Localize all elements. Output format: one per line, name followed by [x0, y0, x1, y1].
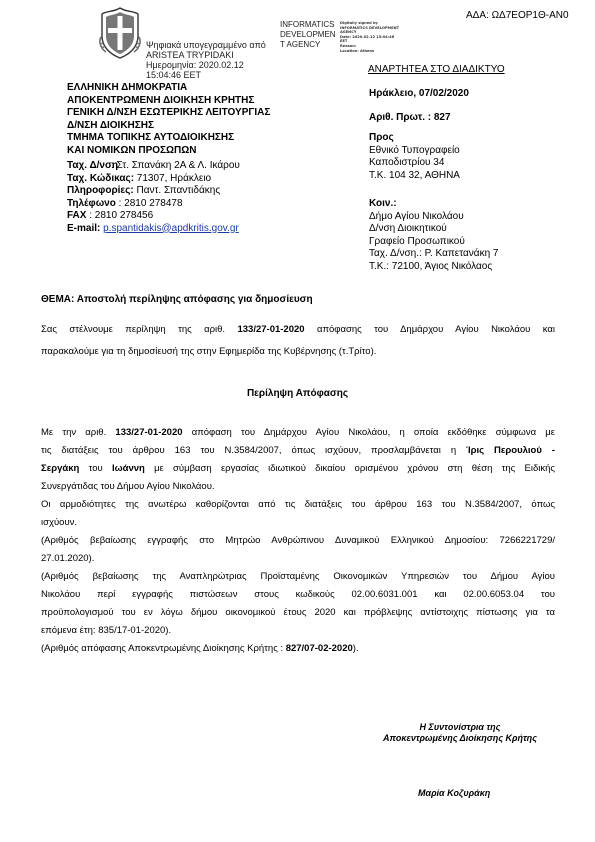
email-link[interactable]: p.spantidakis@apdkritis.gov.gr [103, 222, 239, 234]
contact-fax: FAX : 2810 278456 [67, 210, 154, 221]
place-date: Ηράκλειο, 07/02/2020 [369, 88, 469, 99]
signature-date: Ημερομηνία: 2020.02.12 [146, 60, 244, 70]
contact-address: Ταχ. Δ/νση: Στ. Σπανάκη 2Α & Λ. Ικάρου [67, 160, 240, 171]
signature-signer: ARISTEA TRYPIDAKI [146, 50, 234, 60]
closing-name: Μαρία Κοζυράκη [418, 788, 491, 798]
cc-block: Κοιν.: Δήμο Αγίου Νικολάου Δ/νση Διοικητικού Γραφείο Προσωπικού Ταχ. Δ/νση.: Ρ. Καπετανάκη 7 Τ.Κ.: 72100, Άγιος Νικόλαος [369, 198, 499, 272]
publish-notice: ΑΝΑΡΤΗΤΕΑ ΣΤΟ ΔΙΑΔΙΚΤΥΟ [368, 64, 505, 75]
recipient-block: Προς Εθνικό Τυπογραφείο Καποδιστρίου 34 Τ.Κ. 104 32, ΑΘΗΝΑ [369, 132, 460, 181]
contact-info: Πληροφορίες: Παντ. Σπαντιδάκης [67, 185, 221, 196]
signature-signed-by: Ψηφιακά υπογεγραμμένο από [146, 40, 266, 50]
protocol-number: Αριθ. Πρωτ. : 827 [369, 112, 451, 123]
signature-cert-details: Digitally signed by INFORMATICS DEVELOPMENT AGENCY Date: 2020.02.12 15:04:46 EET Reason: Location: Athens [340, 21, 400, 53]
contact-postcode: Ταχ. Κώδικας: 71307, Ηράκλειο [67, 172, 212, 184]
greek-coat-of-arms-icon [98, 6, 142, 60]
authority-header: ΕΛΛΗΝΙΚΗ ΔΗΜΟΚΡΑΤΙΑ ΑΠΟΚΕΝΤΡΩΜΕΝΗ ΔΙΟΙΚΗΣΗ ΚΡΗΤΗΣ ΓΕΝΙΚΗ Δ/ΝΣΗ ΕΣΩΤΕΡΙΚΗΣ ΛΕΙΤΟΥΡΓΙΑΣ Δ/ΝΣΗ ΔΙΟΙΚΗΣΗΣ ΤΜΗΜΑ ΤΟΠΙΚΗΣ ΑΥΤΟΔΙΟΙΚΗΣΗΣ ΚΑΙ ΝΟΜΙΚΩΝ ΠΡΟΣΩΠΩΝ [67, 82, 271, 156]
subject-line: ΘΕΜΑ: Αποστολή περίληψης απόφασης για δημοσίευση [41, 294, 313, 305]
signature-time: 15:04:46 EET [146, 70, 202, 80]
contact-block [67, 160, 240, 235]
closing-title: Η Συντονίστρια της Αποκεντρωμένης Διοίκησης Κρήτης [383, 722, 537, 743]
signature-cert-org: INFORMATICS DEVELOPMEN T AGENCY [280, 20, 336, 49]
intro-paragraph: Σας στέλνουμε περίληψη της αριθ. 133/27-01-2020 απόφασης του Δημάρχου Αγίου Νικολάου και παρακαλούμε για τη δημοσίευσή της στην Εφημερίδα της Κυβέρνησης (τ.Τρίτο). [41, 324, 556, 357]
summary-body: Με την αριθ. 133/27-01-2020 απόφαση του Δημάρχου Αγίου Νικολάου, η οποία εκδόθηκε σύμφωνα με τις διατάξεις του άρθρου 163 του Ν.3584/2007, όπως ισχύουν, προσλαμβάνεται η Ίρις Περουλιού - Σεργάκη του Ιωάννη με σύμβαση εργασίας ιδιωτικού δικαίου ορισμένου χρόνου στη θέση της Ειδικής Συνεργάτιδας του Δήμου Αγίου Νικολάου. Οι αρμοδιότητες της ανωτέρω καθορίζονται από τις διατάξεις του άρθρου 163 του Ν.3584/2007, όπως ισχύουν. (Αριθμός βεβαίωσης εγγραφής στο Μητρώο Ανθρώπινου Δυναμικού Ελληνικού Δημοσίου: 7266221729/ 27.01.2020). (Αριθμός βεβαίωσης της Αναπληρώτριας Προϊσταμένης Οικονομικών Υπηρεσιών του Δήμου Αγίου Νικολάου περί εγγραφής πιστώσεων στους κωδικούς 02.00.6031.001 και 02.00.6053.04 του προϋπολογισμού του εν λόγω δήμου οικονομικού έτους 2020 και πρόβλεψης αντίστοιχης πίστωσης για τα επόμενα έτη: 835/17-01-2020). (Αριθμός απόφασης Αποκεντρωμένης Διοίκησης Κρήτης : 827/07-02-2020). [41, 427, 555, 654]
ada-code: ΑΔΑ: ΩΔ7ΕΟΡ1Θ-ΑΝ0 [466, 10, 569, 21]
summary-title: Περίληψη Απόφασης [246, 388, 349, 399]
contact-email: E-mail: p.spantidakis@apdkritis.gov.gr [67, 222, 239, 234]
contact-phone: Τηλέφωνο : 2810 278478 [67, 197, 183, 209]
